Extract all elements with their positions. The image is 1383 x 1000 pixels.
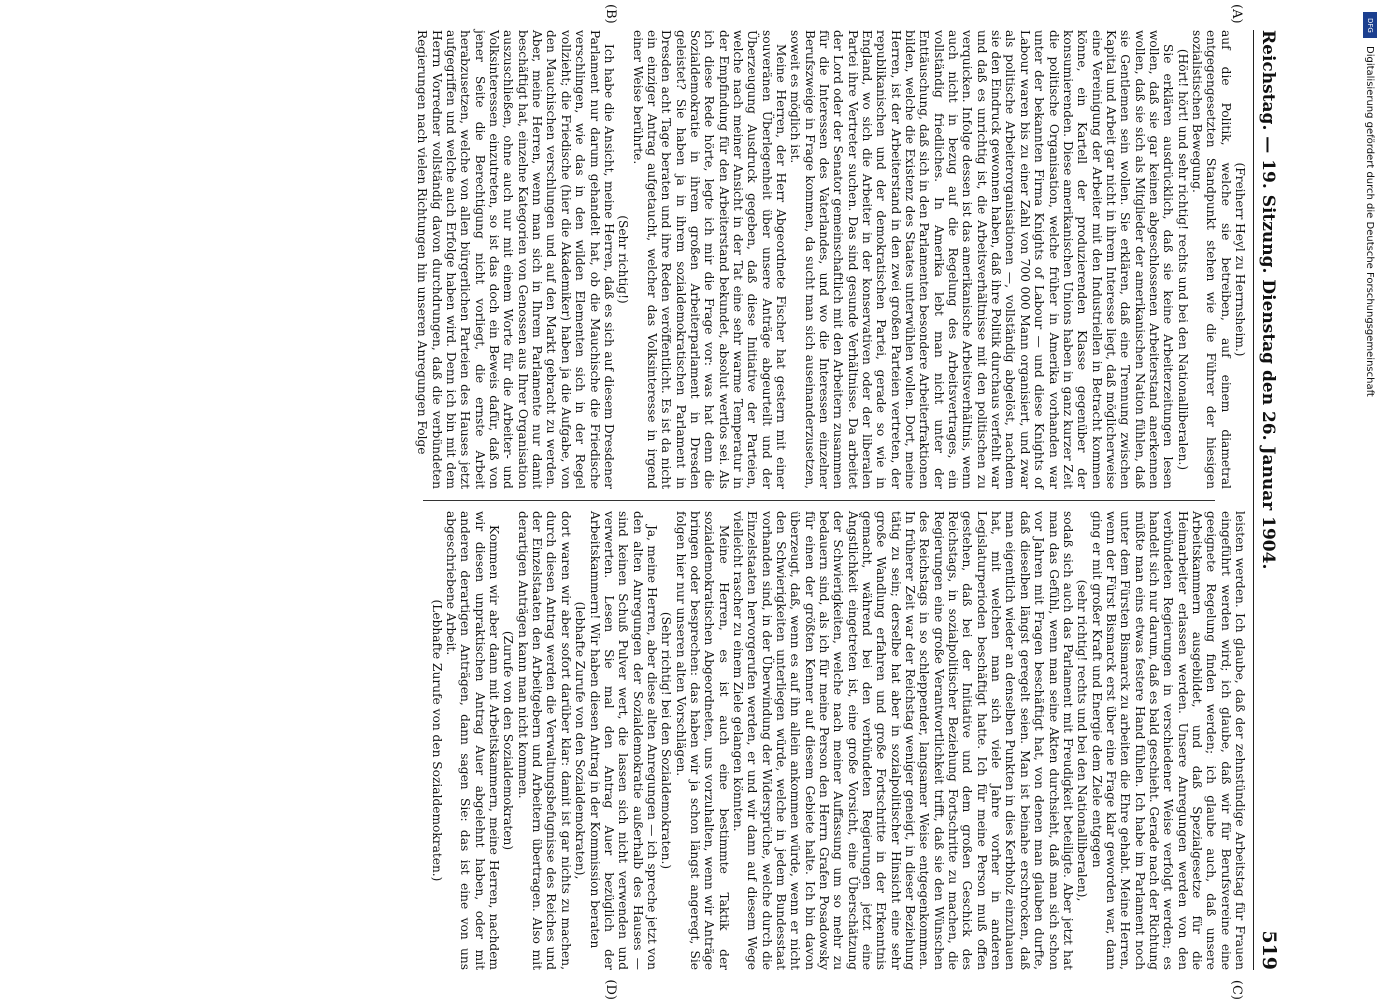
- margin-marker-a: (A): [1229, 4, 1244, 24]
- paragraph: dort waren wir aber sofort darüber klar: damit ist gar nichts zu machen, durch diesen Antrag werden die Verwaltungsbefugnisse des Reiches und der Einzelstaaten den Arbeitgebern und Arbeitern übertragen. Also mit derartigen Anträgen kann man nicht kommen.: [515, 511, 573, 970]
- paragraph: Meine Herren, es ist auch eine bestimmte Taktik der sozialdemokratischen Abgeordneten, uns vorzuhalten, wenn wir Anträge bringen oder besprechen: das haben wir ja schon längst angeregt, Sie folgen hier nur unseren alten Vorschlägen.: [673, 511, 731, 970]
- interjection: (Hört! hört! und sehr richtig! rechts und bei den Nationalliberalen.): [1175, 48, 1190, 471]
- running-head: Reichstag. — 19. Sitzung. Dienstag den 26. Januar 1904.: [1258, 30, 1278, 570]
- interjection: (Zurufe von den Sozialdemokraten): [501, 630, 516, 851]
- paragraph: leisten werden. Ich glaube, daß der zehnstündige Arbeitstag für Frauen eingeführt werden wird; ich glaube, daß wir für Berufsvereine eine geeignete Regelung finden werden; ich glaube auch, daß unsere Arbeitskammern ausgebildet, und daß Spezialgesetze für die Heimarbeiter erlassen werden. Unsere Anregungen werden von den verbündeten Regierungen in verschiedener Weise verfolgt werden; es handelt sich nur darum, daß es bald geschieht. Gerade nach der Richtung müßte man eins etwas festere Hand fühlen. Ich habe im Parlament noch unter dem Fürsten Bismarck zu arbeiten die Ehre gehabt. Meine Herren, wenn der Fürst Bismarck erst über eine Frage klar geworden war, dann ging er mit großer Kraft und Energie dem Ziele entgegen: [1089, 511, 1247, 970]
- right-column: [415, 511, 1247, 1000]
- column-divider: [423, 500, 1215, 501]
- interjection: (Sehr richtig!): [616, 215, 631, 304]
- digitization-note: Digitalisierung gefördert durch die Deutsche Forschungsgemeinschaft: [1364, 46, 1375, 397]
- interjection: (Sehr richtig! bei den Sozialdemokraten.): [659, 611, 674, 870]
- paragraph: Kommen wir aber dann mit Arbeitskammern, meine Herren, nachdem wir diesen unpraktischen Antrag Auer abgelehnt haben, oder mit anderen derartigen Anträgen, dann sagen Sie: das ist eine von uns abgeschriebene Arbeit.: [444, 511, 502, 970]
- interjection: (sehr richtig! rechts und bei den Nationalliberalen),: [1075, 579, 1090, 902]
- text-columns: [415, 4, 1247, 1000]
- speaker-line: (Freiherr Heyl zu Herrnsheim.): [1233, 162, 1247, 357]
- paragraph: Ja, meine Herren, aber diese alten Anregungen — ich spreche jetzt von den alten Anregungen der Sozialdemokratie außerhalb des Hauses — sind keinen Schuß Pulver wert, die lassen sich nicht verwenden und verwerten. Lesen Sie mal den Antrag Auer bezüglich der Arbeitskammern! Wir haben diesen Antrag in der Kommission beraten: [587, 511, 659, 970]
- document-page: [10, 0, 1320, 1000]
- interjection: (lebhafte Zurufe von den Sozialdemokraten),: [573, 601, 588, 880]
- margin-marker-d: (D): [603, 979, 618, 1000]
- left-column: [415, 4, 1247, 489]
- paragraph: sodaß sich auch das Parlament mit Freudigkeit beteiligte. Aber jetzt hat man das Gefühl, wenn man seine Akten durchsieht, daß man sich schon vor Jahren mit Fragen beschäftigt hat, von denen man glauben durfte, daß dieselben längst geregelt seien. Man ist beinahe erschrocken, daß man eigentlich wieder an denselben Punkten in dies Kerbholz einzuhauen hat, mit welchen man sich viele Jahre vorher in anderen Legislaturperioden beschäftigt hatte. Ich für meine Person muß offen gestehen, daß bei der Initiative und dem großen Geschick des Reichstags, in sozialpolitischer Beziehung Fortschritte zu machen, die Regierungen eine große Verantwortlichkeit trifft, daß sie den Wünschen des Reichstags in so schleppender, langsamer Weise entgegenkommen. In früherer Zeit war der Reichstag weniger geneigt, in dieser Beziehung tätig zu sein; derselbe hat aber in sozialpolitischer Hinsicht eine sehr große Wandlung erfahren und große Fortschritte in der Erkenntnis gemacht, während bei den verbündeten Regierungen jetzt eine Ängstlichkeit eingetreten ist, eine große Vorsicht, eine Überschätzung der Schwierigkeiten, welche nach meiner Auffassung um so mehr zu bedauern sind, als ich für meine Person den Herrn Grafen Posadowsky für einen der größten Kenner auf diesem Gebiete halte. Ich bin davon überzeugt, daß, wenn es auf ihn allein ankommen würde, wenn er nicht den Schwierigkeiten unterliegen würde, welche in jedem Bundesstaat vorhanden sind, in der Überwindung der Widersprüche, welche durch die Einzelstaaten hervorgerufen werden, er und wir dann auf diesem Wege vielleicht rascher zu einem Ziele gelangen könnten.: [730, 511, 1075, 970]
- margin-marker-b: (B): [603, 4, 618, 24]
- paragraph: Sie erklären ausdrücklich, daß sie keine Arbeiterzeitungen lesen wollen, daß sie gar keinen abgeschlossenen Arbeiterstand anerkennen wollen, daß sie sich als Mitglieder der amerikanischen Nation fühlen, daß sie Gentlemen sein wollen. Sie erklären, daß eine Trennung zwischen Kapital und Arbeit gar nicht in ihrem Interesse liegt, daß möglicherweise eine Vereinigung der Arbeiter mit den Industriellen in Betracht kommen könne, ein Kartell der produzierenden Klasse gegenüber der konsumierenden. Diese amerikanischen Unions haben in ganz kurzer Zeit die politische Organisation, welche früher in Amerika vorhanden war unter der bekannten Firma Knights of Labour — und diese Knights of Labour waren bis zu einer Zahl von 700 000 Mann organisiert, und zwar als politische Arbeiterorganisationen —, vollständig abgelöst, nachdem sie den Eindruck gewonnen haben, daß ihre Politik durchaus verfehlt war und daß es unrichtig ist, die Arbeitsverhältnisse mit den politischen zu verquicken. Infolge dessen ist das amerikanische Arbeitsverhältnis, wenn auch nicht in bezug auf die Regelung des Arbeitsvertrages, ein vollständig friedliches. In Amerika lebt man nicht unter der Enttäuschung, daß sich in den Parlamenten besondere Arbeiterfraktionen bilden, welche die Existenz des Staates unterwühlen wollen. Dort, meine Herren, ist der Arbeiterstand in den zwei großen Parteien vertreten, der republikanischen und der demokratischen Partei, gerade so wie in England, wo sich die Arbeiter in der konservativen oder der liberalen Partei ihre Vertreter suchen. Das sind gesunde Verhältnisse. Da arbeitet der Lord oder der Senator gemeinschaftlich mit den Arbeitern zusammen für die Interessen des Vaterlandes, und wo die Interessen einzelner Berufszweige in Frage kommen, da sucht man sich auseinanderzusetzen, soweit es möglich ist.: [788, 30, 1176, 489]
- margin-marker-c: (C): [1229, 979, 1244, 1000]
- paragraph: Ich habe die Ansicht, meine Herren, daß es sich auf diesem Dresdener Parlament nur darum gehandelt hat, ob die Mauchische die Friedische verschlingen, wie das in den wilden Elementen sich in der Regel vollzieht; die Friedische (hier die Akademiker) haben ja die Aufgabe, von den Mauchischen verschlungen und auf den Markt gebracht zu werden. Aber, meine Herren, wenn man sich in Ihrem Parlamente nur damit beschäftigt hat, einzelne Kategorien von Genossen aus Ihrer Organisation auszuschließen, ohne auch nur mit einem Worte für die Arbeiter- und Volksinteressen einzutreten, so ist das doch ein Beweis dafür, daß von jener Seite die Berechtigung nicht vorliegt, die ernste Arbeit herabzusetzen, welche von allen bürgerlichen Parteien des Hauses jetzt aufgegriffen und welche auch Erfolge haben wird. Denn ich bin mit dem Herrn Vorredner vollständig davon durchdrungen, daß die verbündeten Regierungen nach vielen Richtungen hin unseren Anregungen Folge: [415, 30, 616, 489]
- paragraph: auf die Politik, welche sie betreiben, auf einem diametral entgegengesetzten Standpunkt stehen wie die Führer der hiesigen sozialistischen Bewegung.: [1189, 30, 1233, 489]
- page-number: 519: [1258, 930, 1280, 970]
- paragraph: Meine Herren, der Herr Abgeordnete Fischer hat gestern mit einer souveränen Überlegenheit über unsere Anträge abgeurteilt und der Überzeugung Ausdruck gegeben, daß diese Initiative der Parteien, welche nach meiner Ansicht in der Tat eine sehr warme Temperatur in der Empfindung für den Arbeiterstand bekundet, absolut wertlos sei. Als ich diese Rede hörte, legte ich mir die Frage vor: was hat denn die Sozialdemokratie in ihrem großen Arbeiterparlament in Dresden geleistet? Sie haben ja in ihrem sozialdemokratischen Parlament in Dresden acht Tage beraten und ihre Reden veröffentlicht. Es ist da nicht ein einziger Antrag aufgetaucht, welcher das Volksinteresse in irgend einer Weise berührte.: [630, 30, 788, 489]
- page-header: [1253, 30, 1280, 970]
- interjection: (Lebhafte Zurufe von den Sozialdemokraten.): [429, 599, 444, 882]
- dfg-logo: DFG: [1363, 12, 1377, 38]
